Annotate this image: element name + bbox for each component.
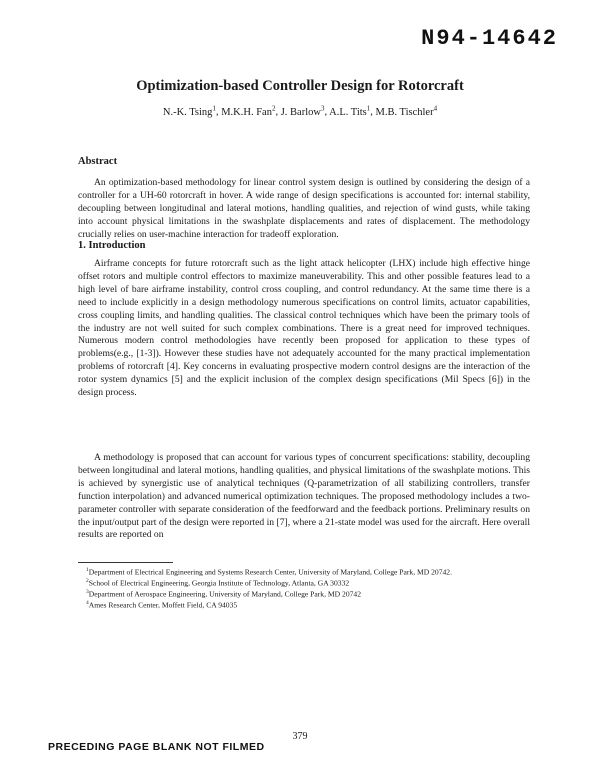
- footnote-rule: [78, 562, 173, 563]
- author-list: N.-K. Tsing$^1$, M.K.H. Fan$^2$, J. Barlow$^3$, A.L. Tits$^1$, M.B. Tischler$^4$: [162, 104, 438, 118]
- footnotes: [86, 566, 530, 611]
- accession-number: N94-14642: [421, 26, 558, 51]
- footnote: $^1$Department of Electrical Engineering and Systems Research Center, University of Maryland, College Park, MD 20742.: [86, 567, 453, 577]
- footnote: $^3$Department of Aerospace Engineering, University of Maryland, College Park, MD 20742: [86, 589, 362, 599]
- intro-paragraph: A methodology is proposed that can account for various types of concurrent specifications: stability, decoupling between longitudinal and lateral motions, handling qualities, and physical limitations of the swashplate motions. This is achieved by synergistic use of analytical techniques (Q-parametrization of all stabilizing controllers, transfer function interpolation) and advanced numerical optimization techniques. The proposed methodology includes a two-parameter controller with separate consideration of the feedforward and the feedback portions. Preliminary results on the input/output part of the design were reported in [7], where a 21-state model was used for the aircraft. Here overall results are reported on: [78, 452, 530, 541]
- page-number: 379: [292, 731, 308, 742]
- abstract-heading: Abstract: [78, 156, 118, 167]
- filming-stamp: PRECEDING PAGE BLANK NOT FILMED: [48, 741, 265, 753]
- footnote: $^4$Ames Research Center, Moffett Field, CA 94035: [86, 600, 238, 610]
- author: J. Barlow$^3$: [280, 104, 325, 118]
- author: M.B. Tischler$^4$: [375, 104, 438, 118]
- author: M.K.H. Fan$^2$: [221, 104, 276, 118]
- intro-paragraph: Airframe concepts for future rotorcraft such as the light attack helicopter (LHX) include high effective hinge offset rotors and multiple control effectors to maximize maneuverability. This and other possible features lead to a high level of bare airframe instability, control cross coupling, and control redundancy. At the same time there is a need to include explicitly in a design methodology numerous specifications on control limits, actuator capabilities, cross coupling limits, and handling qualities. The classical control techniques which have been the primary tools of the industry are not well suited for such complex combinations. There is a great need for improved techniques. Numerous modern control methodologies have recently been proposed for application to these types of problems(e.g., [1-3]). However these studies have not adequately accounted for the many practical implementation problems of rotorcraft [4]. Key concerns in evaluating prospective modern control designs are the interaction of the rotor system dynamics [5] and the explicit inclusion of the complex design specifications (Mil Specs [6]) in the design process.: [78, 258, 530, 399]
- paper-title: Optimization-based Controller Design for Rotorcraft: [136, 78, 464, 94]
- footnote: $^2$School of Electrical Engineering, Georgia Institute of Technology, Atlanta, GA 30332: [86, 578, 350, 588]
- introduction-heading: 1. Introduction: [78, 240, 146, 251]
- author: A.L. Tits$^1$: [329, 104, 371, 118]
- abstract-text: An optimization-based methodology for linear control system design is outlined by considering the design of a controller for a UH-60 rotorcraft in hover. A wide range of design specifications is accounted for: internal stability, decoupling between longitudinal and lateral motions, handling qualities, and rejection of wind gusts, while taking into account physical limitations in the swashplate displacements and rates of displacement. The methodology crucially relies on user-machine interaction for tradeoff exploration.: [78, 177, 530, 240]
- author: N.-K. Tsing$^1$: [162, 104, 216, 118]
